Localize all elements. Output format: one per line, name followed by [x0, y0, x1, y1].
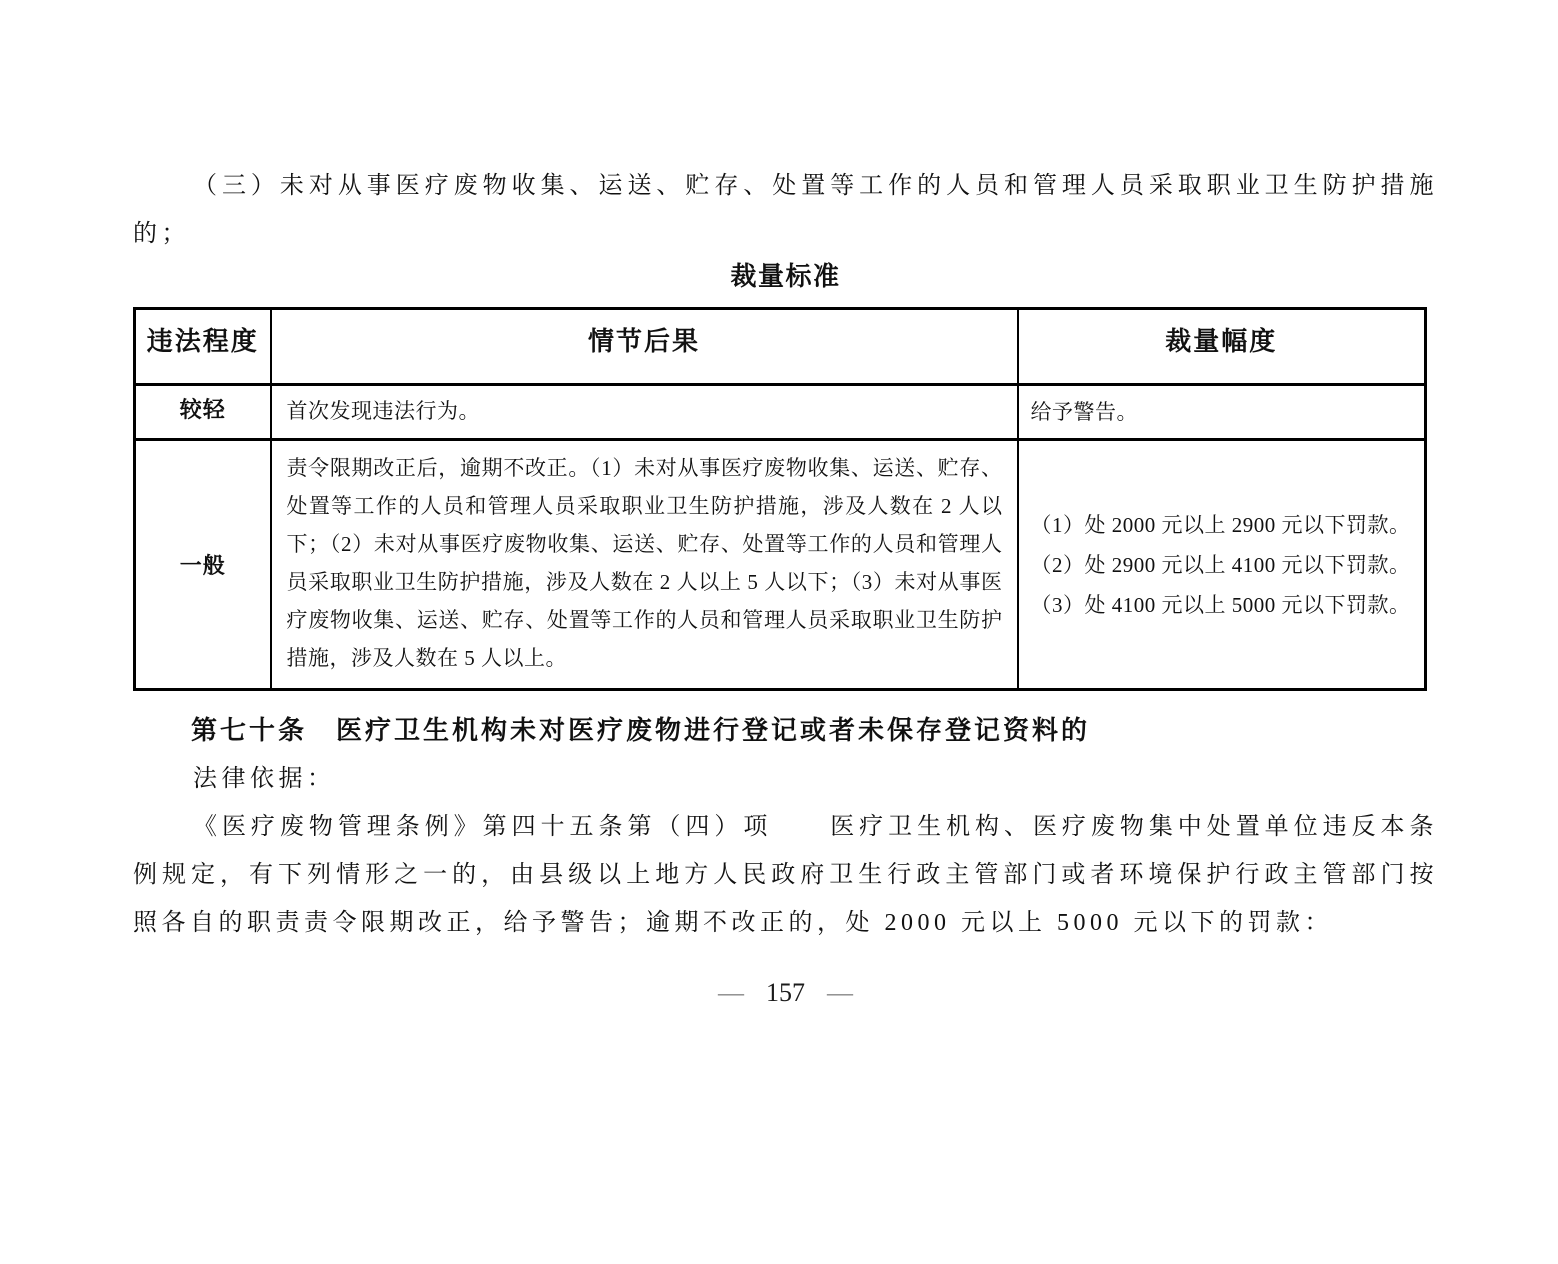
range-line: 给予警告。 — [1030, 400, 1138, 424]
range-line: （3）处 4100 元以上 5000 元以下罚款。 — [1030, 592, 1411, 617]
intro-paragraph: （三）未对从事医疗废物收集、运送、贮存、处置等工作的人员和管理人员采取职业卫生防护措施的； — [133, 173, 1438, 247]
page-number: 157 — [766, 978, 805, 1007]
discretion-range-cell — [1018, 385, 1426, 440]
column-header-violation-level: 违法程度 — [135, 309, 271, 385]
legal-basis-label: 法律依据： — [193, 766, 336, 792]
legal-basis-paragraph: 《医疗废物管理条例》第四十五条第（四）项 医疗卫生机构、医疗废物集中处置单位违反本条例规定，有下列情形之一的，由县级以上地方人民政府卫生行政主管部门或者环境保护行政主管部门按照各自的职责责令限期改正，给予警告；逾期不改正的，处 2000 元以上 5000 元以下的罚款： — [133, 814, 1438, 936]
range-line: （1）处 2000 元以上 2900 元以下罚款。 — [1030, 512, 1411, 537]
column-header-discretion-range: 裁量幅度 — [1018, 309, 1426, 385]
discretion-standard-table — [133, 307, 1427, 691]
violation-level-cell: 一般 — [135, 440, 271, 690]
footer-right-dash: — — [827, 978, 853, 1007]
table-row-general — [135, 440, 1426, 690]
table-title: 裁量标准 — [730, 261, 841, 291]
page-footer — [133, 971, 1438, 1015]
column-header-circumstances: 情节后果 — [271, 309, 1018, 385]
table-header-row — [135, 309, 1426, 385]
section-heading-article-70: 第七十条 医疗卫生机构未对医疗废物进行登记或者未保存登记资料的 — [191, 716, 1091, 745]
discretion-range-cell — [1018, 440, 1426, 690]
footer-left-dash: — — [718, 978, 744, 1007]
range-line: （2）处 2900 元以上 4100 元以下罚款。 — [1030, 552, 1411, 577]
document-page — [0, 162, 1558, 1264]
table-row-minor — [135, 385, 1426, 440]
violation-level-cell: 较轻 — [135, 385, 271, 440]
circumstances-cell: 首次发现违法行为。 — [271, 385, 1018, 440]
circumstances-cell: 责令限期改正后，逾期不改正。（1）未对从事医疗废物收集、运送、贮存、处置等工作的人员和管理人员采取职业卫生防护措施，涉及人数在 2 人以下；（2）未对从事医疗废物收集、运送、贮存、处置等工作的人员和管理人员采取职业卫生防护措施，涉及人数在 2 人以上 5 人以下；（3）未对从事医疗废物收集、运送、贮存、处置等工作的人员和管理人员采取职业卫生防护措施，涉及人数在 5 人以上。 — [271, 440, 1018, 690]
